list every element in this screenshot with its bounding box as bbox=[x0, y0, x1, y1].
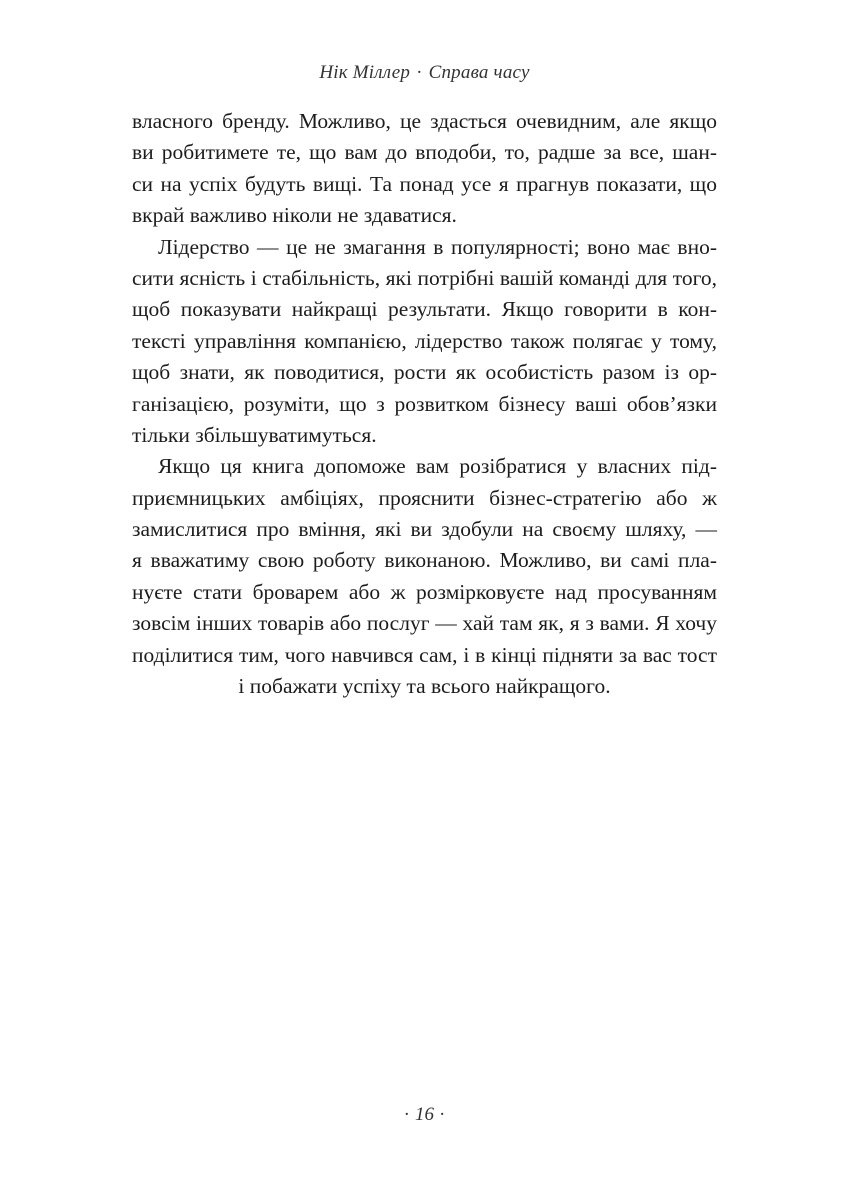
text-line: і побажати успіху та всього найкращого. bbox=[238, 674, 611, 699]
text-line: сити ясність і стабільність, які потрібні вашій команді для того, bbox=[132, 265, 717, 290]
text-line: Лідерство — це не змагання в популярності; воно має вно- bbox=[158, 234, 717, 259]
page-number bbox=[0, 1104, 849, 1126]
folio-left-dot: · bbox=[403, 1104, 410, 1125]
running-head-title: Справа часу bbox=[428, 62, 530, 83]
text-line: нуєте стати броварем або ж розмірковуєте над просуванням bbox=[132, 579, 717, 604]
text-line: щоб показувати найкращі результати. Якщо говорити в кон- bbox=[132, 297, 717, 322]
text-line: тексті управління компанією, лідерство також полягає у тому, bbox=[132, 328, 717, 353]
text-line: си на успіх будуть вищі. Та понад усе я прагнув показати, що bbox=[132, 171, 717, 196]
folio-number: 16 bbox=[415, 1104, 434, 1125]
text-line: Якщо ця книга допоможе вам розібратися у власних під- bbox=[158, 454, 717, 479]
text-line: ви робитимете те, що вам до вподоби, то, радше за все, шан- bbox=[132, 140, 717, 165]
text-line: власного бренду. Можливо, це здасться очевидним, але якщо bbox=[132, 109, 717, 133]
text-line: вкрай важливо ніколи не здаватися. bbox=[132, 203, 457, 228]
text-line: поділитися тим, чого навчився сам, і в кінці підняти за вас тост bbox=[132, 642, 717, 667]
text-line: ганізацією, розуміти, що з розвитком бізнесу ваші обов’язки bbox=[132, 391, 717, 416]
text-line: замислитися про вміння, які ви здобули на своєму шляху, — bbox=[132, 517, 717, 542]
text-line: тільки збільшуватимуться. bbox=[132, 422, 377, 447]
running-head bbox=[0, 62, 849, 84]
text-line: зовсім інших товарів або послуг — хай там як, я з вами. Я хочу bbox=[132, 611, 717, 636]
running-head-author: Нік Міллер bbox=[319, 62, 411, 83]
running-head-separator: · bbox=[416, 62, 423, 83]
text-line: щоб знати, як поводитися, рости як особистість разом із ор- bbox=[132, 360, 717, 385]
text-line: я вважатиму свою роботу виконаною. Можливо, ви самі пла- bbox=[132, 548, 717, 573]
text-line: приємницьких амбіціях, прояснити бізнес-стратегію або ж bbox=[132, 485, 717, 510]
body-text bbox=[132, 106, 717, 702]
folio-right-dot: · bbox=[439, 1104, 446, 1125]
